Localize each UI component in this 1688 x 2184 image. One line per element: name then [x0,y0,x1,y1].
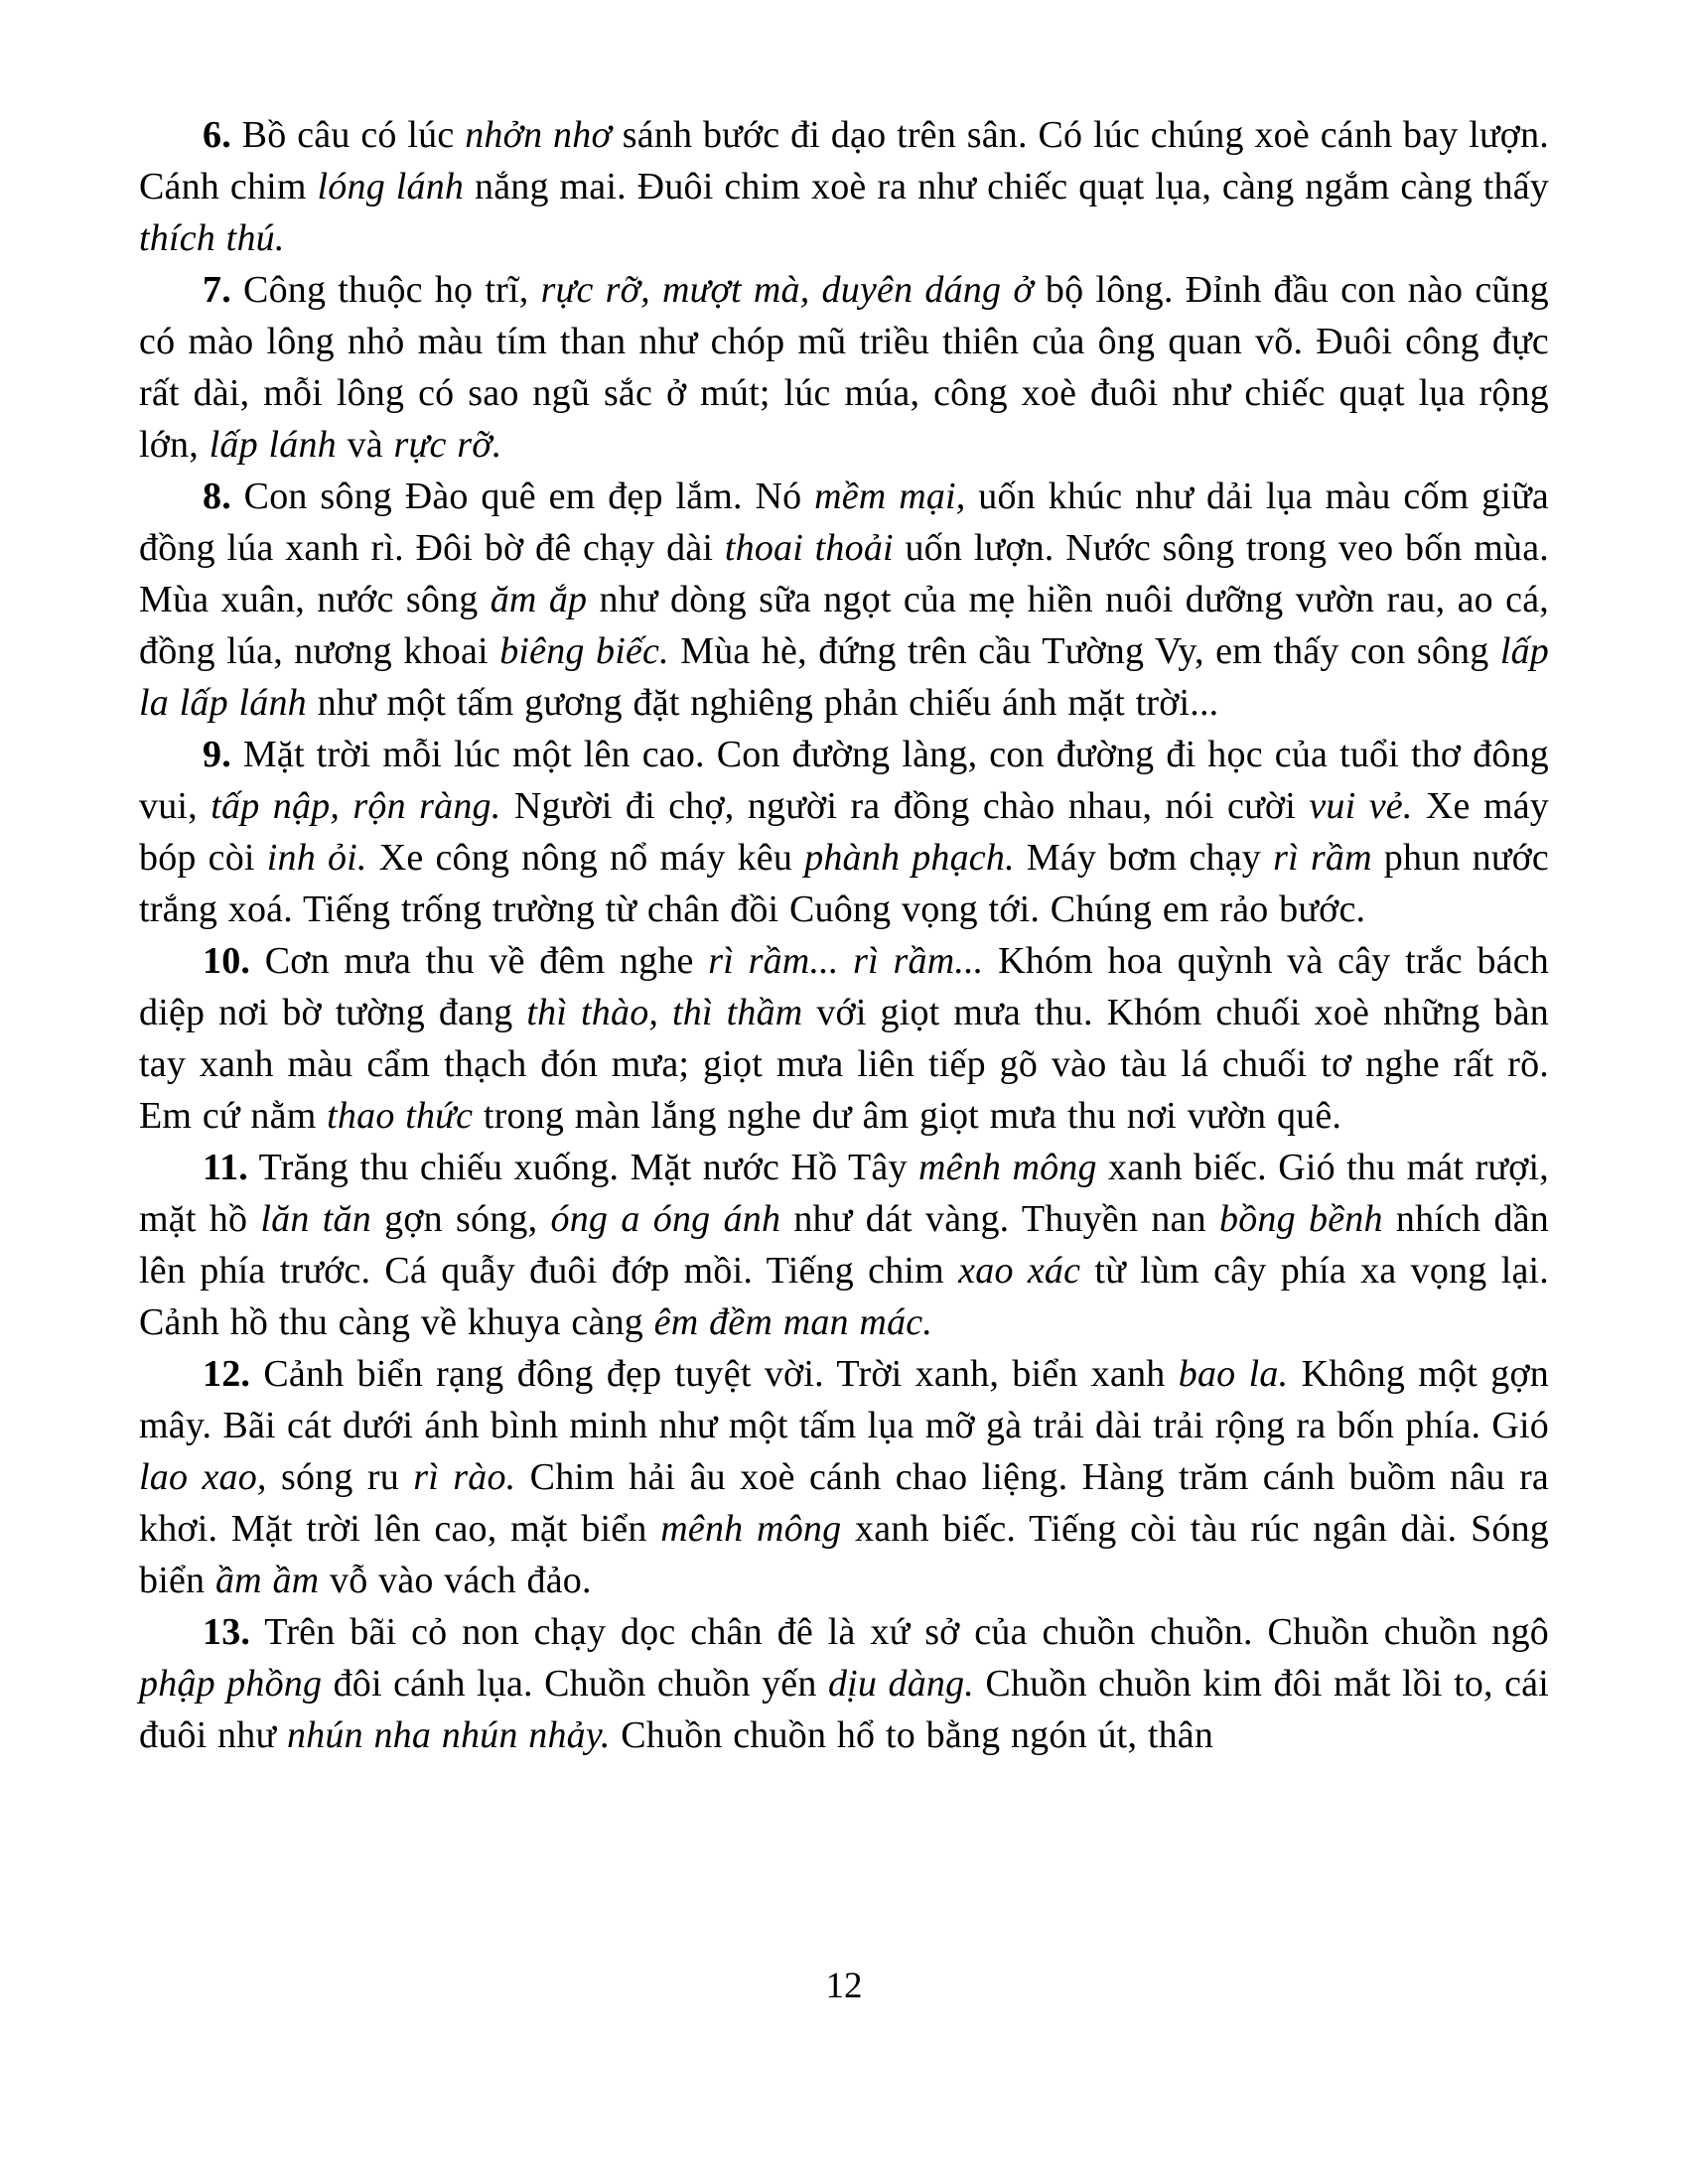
body-text: Mùa hè, đứng trên cầu Tường Vy, em thấy con sông [668,630,1500,672]
body-text: sóng ru [266,1456,414,1498]
body-text: Chim hải âu xoè cánh chao liệng. Hàng trăm cánh buồm nâu ra khơi. Mặt trời lên cao, mặt biển [139,1456,1549,1550]
emphasis-text: nhởn nhơ [465,114,612,156]
body-text: với giọt mưa thu. Khóm chuối xoè những bàn tay xanh màu cẩm thạch đón mưa; giọt mưa liên tiếp gõ vào tàu lá chuối tơ nghe rất rõ. Em cứ nằm [139,992,1549,1137]
body-text: đôi cánh lụa. Chuồn chuồn yến [322,1663,828,1705]
body-text: Mặt trời mỗi lúc một lên cao. Con đường làng, con đường đi học của tuổi thơ đông vui, [139,734,1549,827]
emphasis-text: lao xao, [139,1456,267,1498]
paragraph [139,109,1549,264]
body-text: Xe công nông nổ máy kêu [366,837,805,879]
body-text: như dòng sữa ngọt của mẹ hiền nuôi dưỡng vườn rau, ao cá, đồng lúa, nương khoai [139,579,1549,672]
emphasis-text: mênh mông [660,1508,842,1550]
emphasis-text: rực rỡ, mượt mà, duyên dáng ở [540,269,1034,311]
paragraph [139,1606,1549,1761]
emphasis-text: lăn tăn [260,1198,371,1240]
paragraph [139,1348,1549,1606]
body-text: sánh bước đi dạo trên sân. Có lúc chúng xoè cánh bay lượn. Cánh chim [139,114,1550,207]
body-text: xanh biếc. Gió thu mát rượi, mặt hồ [139,1147,1549,1240]
page-number: 12 [825,1966,863,2006]
body-text: bộ lông. Đỉnh đầu con nào cũng có mào lông nhỏ màu tím than như chóp mũ triều thiên của ông quan võ. Đuôi công đực rất dài, mỗi lông có sao ngũ sắc ở mút; lúc múa, công xoè đuôi như chiếc quạt lụa rộng lớn, [139,269,1549,466]
body-text: Trên bãi cỏ non chạy dọc chân đê là xứ sở của chuồn chuồn. Chuồn chuồn ngô [250,1611,1549,1653]
emphasis-text: ầm ầm [214,1560,320,1601]
body-text: uốn khúc như dải lụa màu cốm giữa đồng lúa xanh rì. Đôi bờ đê chạy dài [139,476,1549,569]
body-text: Xe máy bóp còi [139,785,1550,879]
emphasis-text: lấp lánh [209,424,337,466]
body-text: nhích dần lên phía trước. Cá quẫy đuôi đớp mồi. Tiếng chim [139,1198,1550,1292]
emphasis-text: ăm ắp [490,579,588,620]
emphasis-text: lóng lánh [317,166,465,207]
paragraph [139,1142,1549,1348]
paragraph-number: 6. [203,114,231,156]
body-text: Cơn mưa thu về đêm nghe [250,940,709,982]
body-text: như một tấm gương đặt nghiêng phản chiếu ánh mặt trời... [306,682,1219,724]
emphasis-text: tấp nập, rộn ràng. [211,785,501,827]
paragraph-number: 13. [203,1611,251,1653]
emphasis-text: inh ỏi. [266,837,367,879]
body-text: nắng mai. Đuôi chim xoè ra như chiếc quạt lụa, càng ngắm càng thấy [464,166,1549,207]
paragraph [139,471,1549,729]
paragraph-number: 9. [203,734,231,775]
body-text: uốn lượn. Nước sông trong veo bốn mùa. Mùa xuân, nước sông [139,527,1549,620]
emphasis-text: phành phạch. [804,837,1015,879]
body-text: vỗ vào vách đảo. [319,1560,592,1601]
emphasis-text: phập phồng [139,1663,323,1705]
emphasis-text: thì thào, thì thầm [526,992,803,1033]
body-text: Con sông Đào quê em đẹp lắm. Nó [230,476,815,517]
paragraph-number: 11. [203,1147,249,1188]
emphasis-text: thao thức [327,1095,474,1137]
body-text: phun nước trắng xoá. Tiếng trống trường từ chân đồi Cuông vọng tới. Chúng em rảo bước. [139,837,1549,930]
body-text: xanh biếc. Tiếng còi tàu rúc ngân dài. Sóng biển [139,1508,1550,1601]
emphasis-text: bao la. [1178,1353,1289,1395]
emphasis-text: mềm mại, [814,476,966,517]
paragraph-number: 12. [203,1353,251,1395]
emphasis-text: biêng biếc. [499,630,669,672]
body-text: Chuồn chuồn hổ to bằng ngón út, thân [610,1714,1214,1756]
paragraph-number: 8. [203,476,231,517]
emphasis-text: rì rào. [413,1456,516,1498]
body-text: Trăng thu chiếu xuống. Mặt nước Hồ Tây [248,1147,918,1188]
paragraph [139,935,1549,1142]
paragraph-number: 7. [203,269,231,311]
emphasis-text: óng a óng ánh [550,1198,781,1240]
body-text: Người đi chợ, người ra đồng chào nhau, nói cười [500,785,1310,827]
emphasis-text: lấp la lấp lánh [139,630,1549,724]
emphasis-text: vui vẻ. [1309,785,1413,827]
body-text: trong màn lắng nghe dư âm giọt mưa thu nơi vườn quê. [473,1095,1342,1137]
emphasis-text: rì rầm [1273,837,1372,879]
emphasis-text: êm đềm man mác. [653,1301,933,1343]
paragraph [139,729,1549,935]
emphasis-text: nhún nha nhún nhảy. [286,1714,611,1756]
body-text: Bồ câu có lúc [230,114,466,156]
body-text: Máy bơm chạy [1014,837,1274,879]
body-text: Công thuộc họ trĩ, [230,269,541,311]
paragraph-number: 10. [203,940,251,982]
body-text: từ lùm cây phía xa vọng lại. Cảnh hồ thu càng về khuya càng [139,1250,1549,1343]
page-content [139,109,1549,1761]
body-text: như dát vàng. Thuyền nan [780,1198,1220,1240]
paragraph [139,264,1549,471]
body-text: Cảnh biển rạng đông đẹp tuyệt vời. Trời xanh, biển xanh [250,1353,1179,1395]
body-text: Chuồn chuồn kim đôi mắt lồi to, cái đuôi như [139,1663,1550,1756]
emphasis-text: bồng bềnh [1219,1198,1383,1240]
body-text: Không một gợn mây. Bãi cát dưới ánh bình minh như một tấm lụa mỡ gà trải dài trải rộng ra bốn phía. Gió [139,1353,1549,1446]
emphasis-text: mênh mông [918,1147,1097,1188]
emphasis-text: thích thú. [139,217,285,259]
emphasis-text: dịu dàng. [827,1663,975,1705]
emphasis-text: thoai thoải [724,527,894,569]
emphasis-text: rực rỡ. [393,424,502,466]
emphasis-text: xao xác [958,1250,1081,1292]
emphasis-text: rì rầm... rì rầm... [708,940,984,982]
body-text: Khóm hoa quỳnh và cây trắc bách diệp nơi bờ tường đang [139,940,1549,1033]
body-text: gợn sóng, [370,1198,551,1240]
body-text: và [336,424,394,466]
